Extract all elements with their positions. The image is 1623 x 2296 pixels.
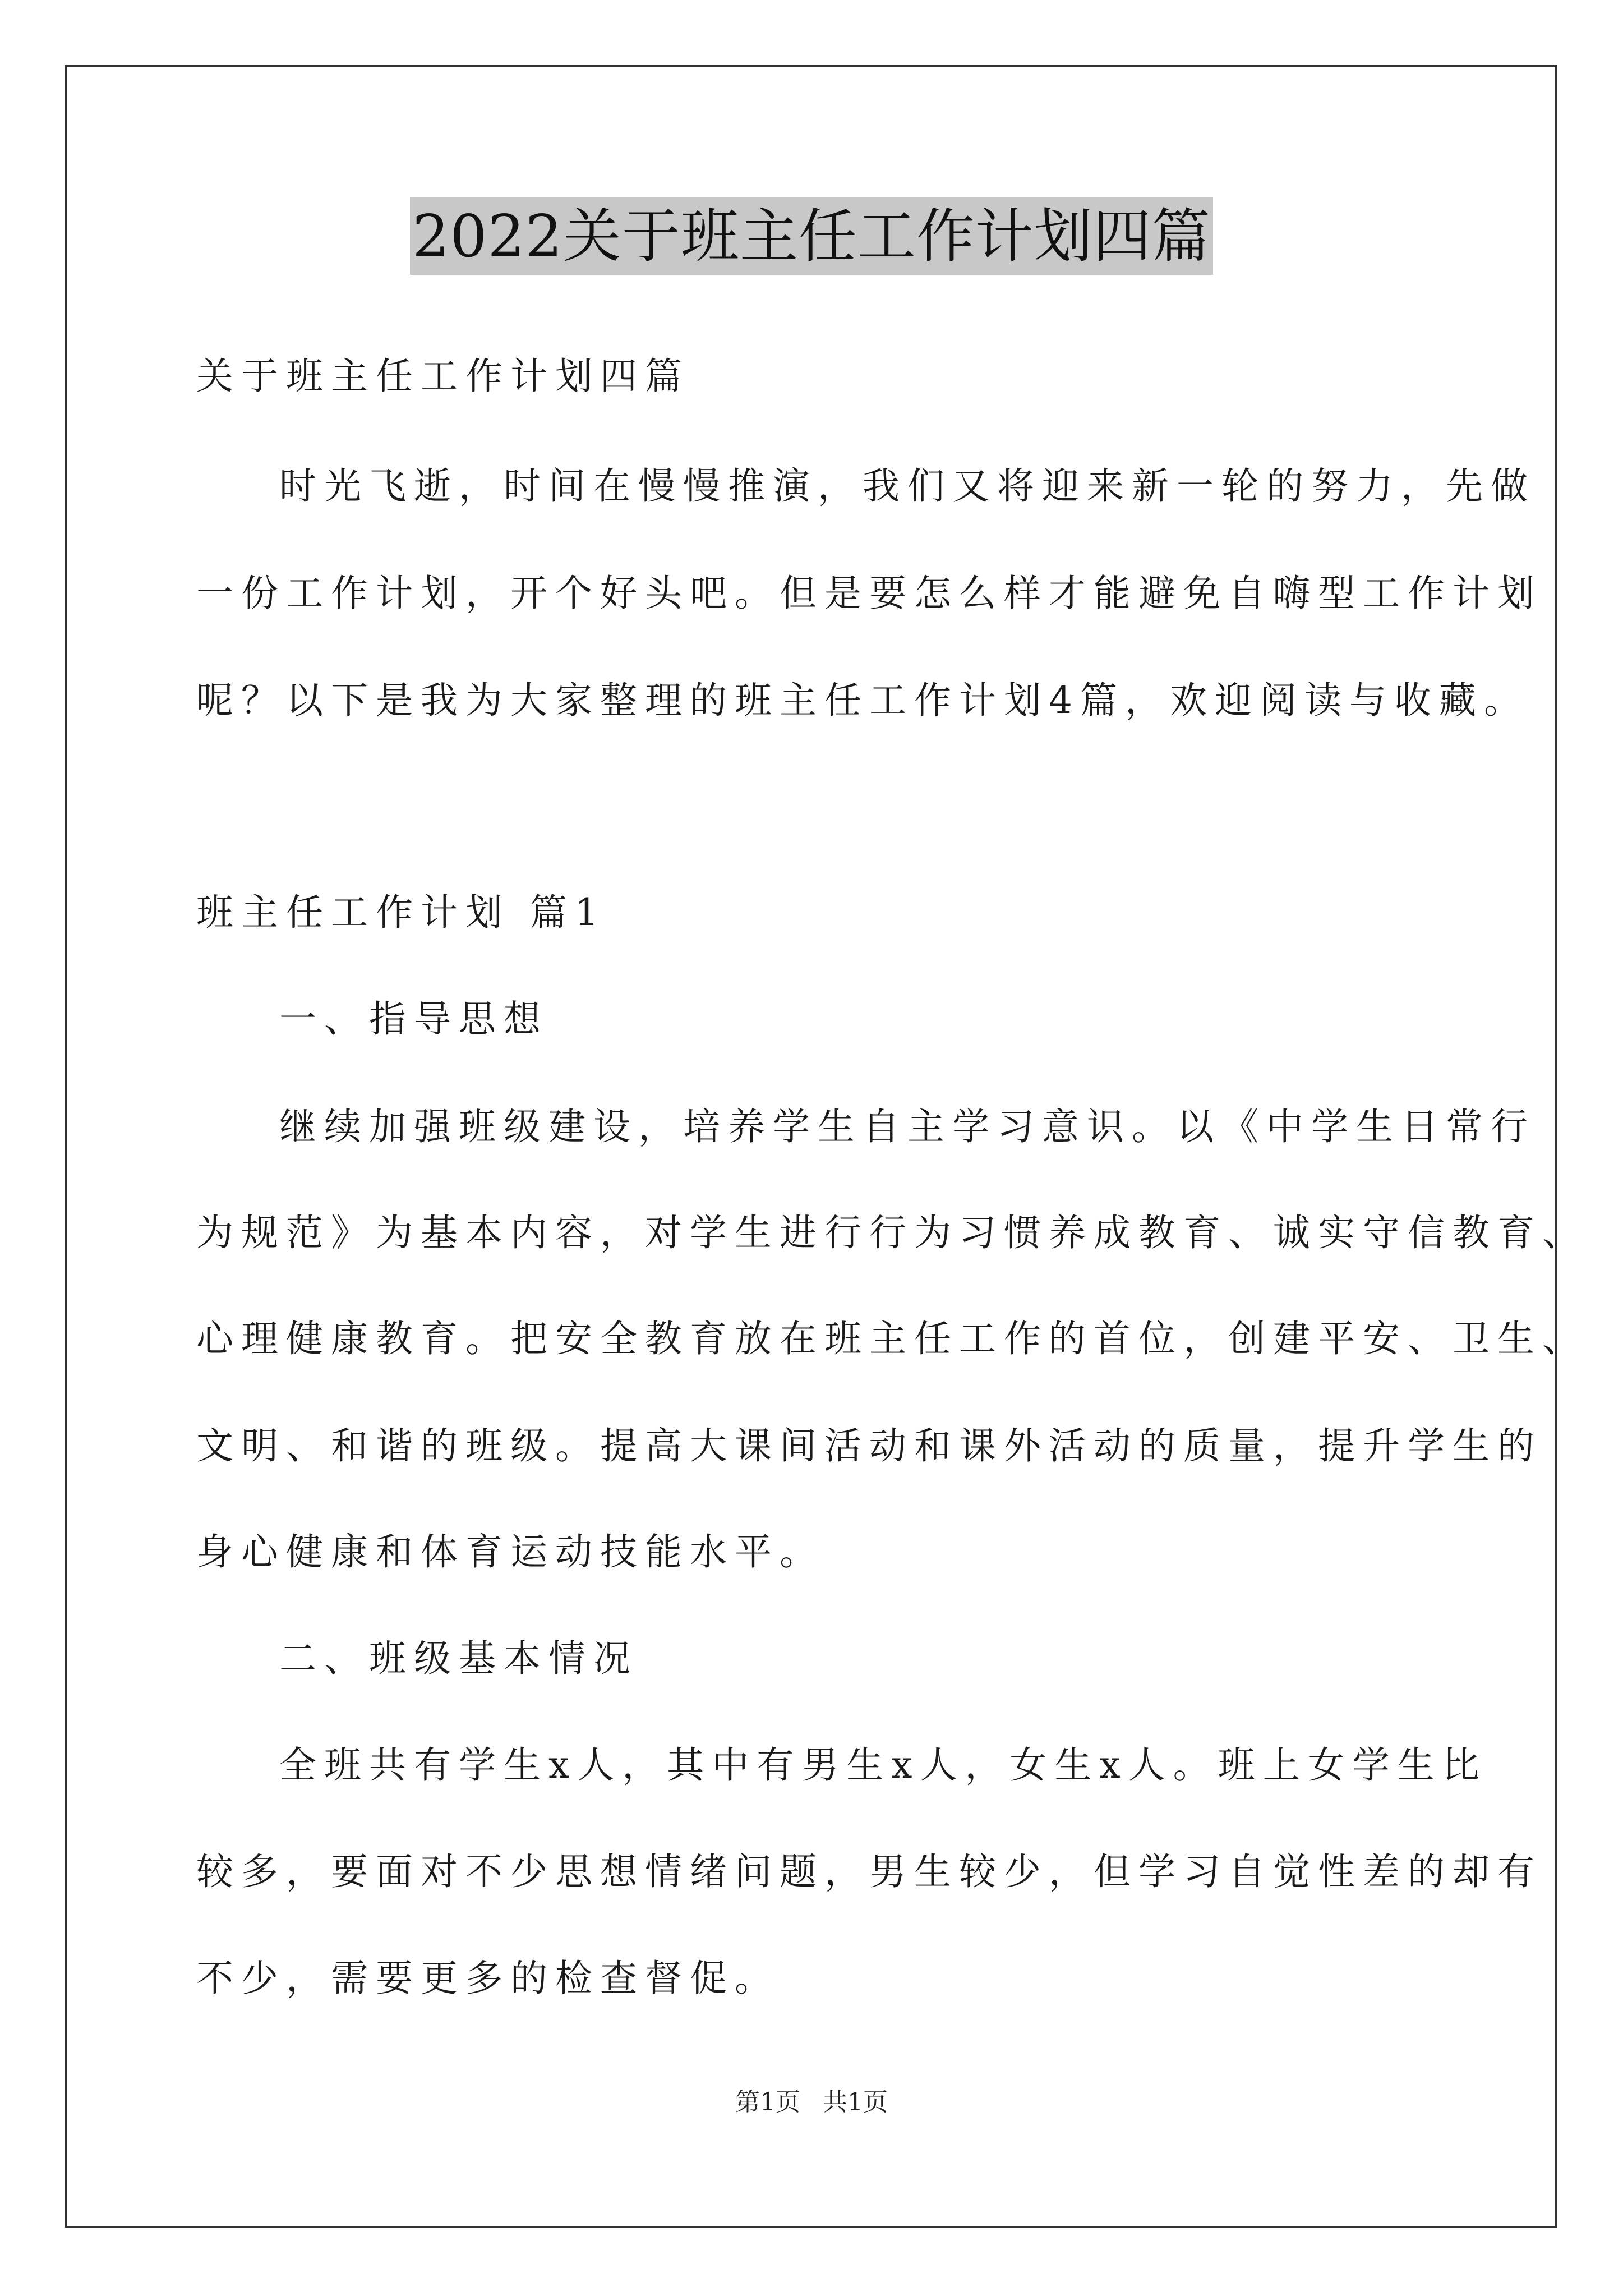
paragraph-line: 文明、和谐的班级。提高大课间活动和课外活动的质量，提升学生的 — [196, 1424, 1542, 1467]
paragraph-line: 较多，要面对不少思想情绪问题，男生较少，但学习自觉性差的却有 — [196, 1850, 1542, 1893]
intro-line: 一份工作计划，开个好头吧。但是要怎么样才能避免自嗨型工作计划 — [196, 572, 1542, 615]
paragraph-line: 身心健康和体育运动技能水平。 — [196, 1530, 824, 1573]
intro-line: 呢？以下是我为大家整理的班主任工作计划4篇，欢迎阅读与收藏。 — [196, 679, 1529, 722]
section-title: 班主任工作计划 篇1 — [196, 891, 606, 934]
paragraph-line: 心理健康教育。把安全教育放在班主任工作的首位，创建平安、卫生、 — [196, 1317, 1587, 1360]
paragraph-line: 全班共有学生x人，其中有男生x人，女生x人。班上女学生比 — [279, 1743, 1487, 1787]
heading-guiding-thought: 一、指导思想 — [279, 997, 548, 1041]
page-footer — [0, 2087, 1623, 2118]
document-title: 2022关于班主任工作计划四篇 — [410, 197, 1213, 275]
paragraph-line: 不少，需要更多的检查督促。 — [196, 1957, 780, 2000]
paragraph-line: 继续加强班级建设，培养学生自主学习意识。以《中学生日常行 — [279, 1105, 1536, 1148]
page-number: 第1页 — [735, 2088, 800, 2116]
heading-class-situation: 二、班级基本情况 — [279, 1637, 638, 1680]
page-count: 共1页 — [823, 2088, 888, 2116]
subtitle: 关于班主任工作计划四篇 — [196, 355, 690, 398]
paragraph-line: 为规范》为基本内容，对学生进行行为习惯养成教育、诚实守信教育、 — [196, 1211, 1587, 1254]
intro-line: 时光飞逝，时间在慢慢推演，我们又将迎来新一轮的努力，先做 — [279, 464, 1536, 508]
title-container — [0, 197, 1623, 275]
